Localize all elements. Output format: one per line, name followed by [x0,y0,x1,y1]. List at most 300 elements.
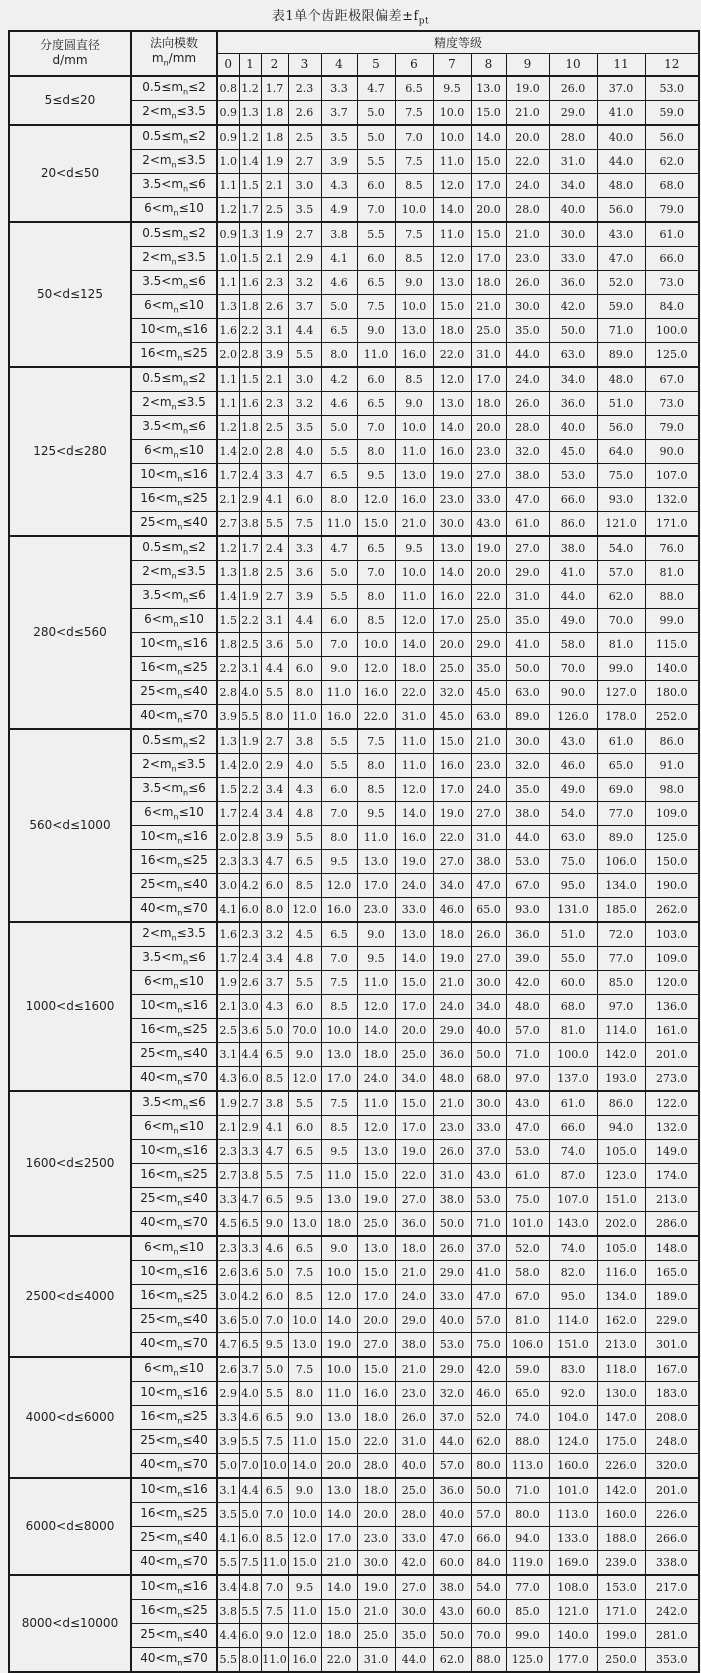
value-cell: 6.5 [321,463,357,487]
value-cell: 7.5 [288,1260,321,1284]
value-cell: 3.6 [239,1018,261,1042]
value-cell: 1.7 [239,197,261,222]
value-cell: 65.0 [506,1381,549,1405]
value-cell: 37.0 [597,76,645,101]
module-range-cell: $10<m_n\le 16$ [131,463,217,487]
value-cell: 20.0 [471,197,506,222]
value-cell: 10.0 [321,1357,357,1382]
value-cell: 5.0 [239,1502,261,1526]
value-cell: 84.0 [471,1550,506,1575]
value-cell: 1.6 [239,391,261,415]
value-cell: 4.4 [261,656,288,680]
value-cell: 1.8 [261,100,288,125]
grade-column-header: 5 [357,53,395,76]
module-range-cell: $3.5<m_n\le 6$ [131,1091,217,1116]
value-cell: 42.0 [549,294,597,318]
value-cell: 3.1 [217,1478,239,1503]
value-cell: 3.2 [261,922,288,947]
value-cell: 16.0 [321,704,357,729]
value-cell: 9.5 [321,1139,357,1163]
value-cell: 5.5 [239,1599,261,1623]
value-cell: 21.0 [357,1599,395,1623]
value-cell: 28.0 [357,1453,395,1478]
value-cell: 108.0 [549,1575,597,1600]
value-cell: 5.5 [321,439,357,463]
value-cell: 97.0 [597,994,645,1018]
value-cell: 71.0 [471,1211,506,1236]
value-cell: 6.5 [395,76,433,101]
value-cell: 13.0 [288,1211,321,1236]
value-cell: 273.0 [645,1066,699,1091]
value-cell: 43.0 [597,222,645,247]
value-cell: 6.5 [357,270,395,294]
value-cell: 36.0 [395,1211,433,1236]
module-range-cell: $6<m_n\le 10$ [131,970,217,994]
value-cell: 7.5 [288,1163,321,1187]
value-cell: 77.0 [506,1575,549,1600]
grade-column-header: 3 [288,53,321,76]
value-cell: 4.4 [239,1478,261,1503]
value-cell: 14.0 [395,946,433,970]
value-cell: 3.9 [217,704,239,729]
value-cell: 4.1 [261,487,288,511]
value-cell: 62.0 [597,584,645,608]
value-cell: 338.0 [645,1550,699,1575]
value-cell: 125.0 [506,1647,549,1672]
value-cell: 106.0 [506,1332,549,1357]
value-cell: 10.0 [288,1308,321,1332]
value-cell: 24.0 [395,873,433,897]
value-cell: 7.0 [261,1575,288,1600]
value-cell: 75.0 [471,1332,506,1357]
value-cell: 3.5 [288,197,321,222]
value-cell: 84.0 [645,294,699,318]
value-cell: 80.0 [471,1453,506,1478]
value-cell: 67.0 [506,873,549,897]
value-cell: 6.0 [357,367,395,392]
value-cell: 140.0 [645,656,699,680]
module-range-cell: $6<m_n\le 10$ [131,1357,217,1382]
value-cell: 18.0 [357,1042,395,1066]
value-cell: 1.9 [261,149,288,173]
value-cell: 22.0 [395,1163,433,1187]
value-cell: 1.9 [217,1091,239,1116]
value-cell: 82.0 [549,1260,597,1284]
value-cell: 13.0 [321,1405,357,1429]
value-cell: 5.5 [217,1550,239,1575]
value-cell: 23.0 [471,753,506,777]
value-cell: 1.1 [217,391,239,415]
grade-column-header: 11 [597,53,645,76]
value-cell: 73.0 [645,270,699,294]
value-cell: 125.0 [645,342,699,367]
diameter-header-line2: d/mm [52,53,88,68]
value-cell: 171.0 [645,511,699,536]
value-cell: 2.7 [239,1091,261,1116]
value-cell: 21.0 [506,100,549,125]
value-cell: 143.0 [549,1211,597,1236]
value-cell: 4.6 [321,391,357,415]
value-cell: 11.0 [261,1550,288,1575]
value-cell: 2.7 [261,729,288,754]
value-cell: 14.0 [471,125,506,150]
grade-column-header: 6 [395,53,433,76]
value-cell: 4.5 [217,1211,239,1236]
value-cell: 7.5 [321,970,357,994]
module-header-line2: $m_n/mm$ [151,50,197,68]
value-cell: 58.0 [506,1260,549,1284]
module-range-cell: $25<m_n\le 40$ [131,1042,217,1066]
table-row [9,1478,699,1503]
value-cell: 86.0 [549,511,597,536]
value-cell: 13.0 [321,1478,357,1503]
diameter-range-cell: 280<d≤560 [9,536,131,729]
value-cell: 6.0 [239,1066,261,1091]
module-range-cell: $10<m_n\le 16$ [131,825,217,849]
module-range-cell: $2<m_n\le 3.5$ [131,391,217,415]
value-cell: 2.2 [217,656,239,680]
value-cell: 32.0 [433,680,471,704]
value-cell: 10.0 [433,125,471,150]
diameter-range-cell: 6000<d≤8000 [9,1478,131,1575]
value-cell: 33.0 [433,1284,471,1308]
value-cell: 21.0 [395,511,433,536]
value-cell: 22.0 [433,825,471,849]
value-cell: 40.0 [433,1308,471,1332]
value-cell: 44.0 [506,825,549,849]
module-range-cell: $16<m_n\le 25$ [131,1599,217,1623]
value-cell: 11.0 [433,222,471,247]
value-cell: 6.0 [288,487,321,511]
value-cell: 11.0 [321,511,357,536]
title-text: 表1单个齿距极限偏差±f [271,9,419,24]
value-cell: 68.0 [549,994,597,1018]
pitch-deviation-table [8,30,700,1673]
value-cell: 2.7 [217,511,239,536]
value-cell: 5.5 [321,729,357,754]
value-cell: 12.0 [288,897,321,922]
value-cell: 9.5 [395,536,433,561]
value-cell: 26.0 [506,391,549,415]
value-cell: 2.4 [239,946,261,970]
value-cell: 53.0 [645,76,699,101]
value-cell: 47.0 [471,873,506,897]
module-range-cell: $25<m_n\le 40$ [131,511,217,536]
value-cell: 136.0 [645,994,699,1018]
value-cell: 213.0 [645,1187,699,1211]
value-cell: 5.0 [217,1453,239,1478]
value-cell: 4.0 [288,753,321,777]
value-cell: 6.5 [357,536,395,561]
value-cell: 8.0 [357,753,395,777]
value-cell: 3.6 [261,632,288,656]
value-cell: 88.0 [471,1647,506,1672]
value-cell: 33.0 [471,1115,506,1139]
value-cell: 7.5 [395,100,433,125]
value-cell: 11.0 [433,149,471,173]
value-cell: 30.0 [549,222,597,247]
value-cell: 20.0 [357,1502,395,1526]
value-cell: 16.0 [395,342,433,367]
value-cell: 26.0 [471,922,506,947]
value-cell: 4.4 [217,1623,239,1647]
value-cell: 59.0 [506,1357,549,1382]
value-cell: 217.0 [645,1575,699,1600]
value-cell: 149.0 [645,1139,699,1163]
value-cell: 4.7 [239,1187,261,1211]
value-cell: 3.8 [261,1091,288,1116]
value-cell: 31.0 [471,825,506,849]
value-cell: 19.0 [433,801,471,825]
value-cell: 24.0 [357,1066,395,1091]
value-cell: 101.0 [549,1478,597,1503]
value-cell: 3.6 [217,1308,239,1332]
value-cell: 8.5 [288,1284,321,1308]
value-cell: 32.0 [506,439,549,463]
value-cell: 7.5 [357,294,395,318]
value-cell: 9.5 [321,849,357,873]
value-cell: 63.0 [549,342,597,367]
value-cell: 22.0 [321,1647,357,1672]
value-cell: 252.0 [645,704,699,729]
value-cell: 65.0 [597,753,645,777]
value-cell: 49.0 [549,608,597,632]
value-cell: 47.0 [506,1115,549,1139]
value-cell: 1.1 [217,173,239,197]
value-cell: 3.9 [261,825,288,849]
value-cell: 32.0 [506,753,549,777]
value-cell: 7.5 [357,729,395,754]
value-cell: 140.0 [549,1623,597,1647]
value-cell: 24.0 [433,994,471,1018]
value-cell: 4.1 [217,897,239,922]
module-range-cell: $16<m_n\le 25$ [131,1405,217,1429]
value-cell: 8.5 [395,173,433,197]
value-cell: 2.1 [217,1115,239,1139]
value-cell: 4.7 [261,1139,288,1163]
value-cell: 86.0 [597,1091,645,1116]
value-cell: 1.9 [261,222,288,247]
value-cell: 25.0 [395,1478,433,1503]
value-cell: 38.0 [433,1187,471,1211]
module-range-cell: $0.5\le m_n\le 2$ [131,76,217,101]
value-cell: 9.0 [288,1042,321,1066]
value-cell: 36.0 [549,270,597,294]
value-cell: 9.0 [395,391,433,415]
value-cell: 39.0 [506,946,549,970]
value-cell: 15.0 [357,1357,395,1382]
diameter-range-cell: 5≤d≤20 [9,76,131,125]
value-cell: 6.0 [288,656,321,680]
module-range-cell: $6<m_n\le 10$ [131,1236,217,1261]
value-cell: 60.0 [549,970,597,994]
value-cell: 160.0 [597,1502,645,1526]
value-cell: 17.0 [321,1526,357,1550]
value-cell: 51.0 [597,391,645,415]
value-cell: 137.0 [549,1066,597,1091]
value-cell: 3.8 [239,511,261,536]
value-cell: 6.5 [357,391,395,415]
value-cell: 2.5 [261,560,288,584]
value-cell: 17.0 [395,1115,433,1139]
value-cell: 8.0 [357,439,395,463]
value-cell: 23.0 [357,897,395,922]
value-cell: 16.0 [433,439,471,463]
table-row [9,1575,699,1600]
value-cell: 201.0 [645,1042,699,1066]
value-cell: 31.0 [506,584,549,608]
table-row [9,1091,699,1116]
value-cell: 3.1 [217,1042,239,1066]
value-cell: 10.0 [321,1260,357,1284]
value-cell: 2.9 [239,1115,261,1139]
value-cell: 281.0 [645,1623,699,1647]
value-cell: 1.6 [239,270,261,294]
value-cell: 248.0 [645,1429,699,1453]
value-cell: 6.0 [288,994,321,1018]
value-cell: 3.1 [239,656,261,680]
value-cell: 3.7 [321,100,357,125]
value-cell: 3.4 [217,1575,239,1600]
value-cell: 2.2 [239,777,261,801]
value-cell: 14.0 [357,1018,395,1042]
value-cell: 107.0 [645,463,699,487]
value-cell: 122.0 [645,1091,699,1116]
value-cell: 46.0 [549,753,597,777]
value-cell: 57.0 [471,1502,506,1526]
value-cell: 42.0 [506,970,549,994]
table-row [9,367,699,392]
grade-column-header: 9 [506,53,549,76]
value-cell: 9.5 [433,76,471,101]
value-cell: 54.0 [549,801,597,825]
value-cell: 1.3 [217,729,239,754]
value-cell: 3.9 [321,149,357,173]
value-cell: 37.0 [471,1236,506,1261]
module-range-cell: $0.5\le m_n\le 2$ [131,729,217,754]
value-cell: 6.5 [288,1139,321,1163]
module-range-cell: $2<m_n\le 3.5$ [131,753,217,777]
value-cell: 40.0 [549,415,597,439]
value-cell: 29.0 [549,100,597,125]
value-cell: 11.0 [357,1091,395,1116]
value-cell: 1.5 [239,367,261,392]
value-cell: 120.0 [645,970,699,994]
value-cell: 2.3 [217,1236,239,1261]
value-cell: 3.3 [288,536,321,561]
value-cell: 1.5 [239,173,261,197]
value-cell: 132.0 [645,487,699,511]
value-cell: 3.3 [321,76,357,101]
module-range-cell: $6<m_n\le 10$ [131,294,217,318]
value-cell: 13.0 [321,1042,357,1066]
module-range-cell: $6<m_n\le 10$ [131,801,217,825]
value-cell: 151.0 [597,1187,645,1211]
value-cell: 8.0 [239,1647,261,1672]
value-cell: 44.0 [433,1429,471,1453]
value-cell: 10.0 [395,294,433,318]
value-cell: 19.0 [395,849,433,873]
value-cell: 30.0 [471,1091,506,1116]
value-cell: 4.4 [288,318,321,342]
value-cell: 2.9 [217,1381,239,1405]
value-cell: 12.0 [357,487,395,511]
table-row [9,729,699,754]
value-cell: 14.0 [321,1308,357,1332]
value-cell: 12.0 [321,1284,357,1308]
value-cell: 2.7 [217,1163,239,1187]
value-cell: 178.0 [597,704,645,729]
value-cell: 142.0 [597,1042,645,1066]
value-cell: 5.5 [261,1163,288,1187]
value-cell: 7.0 [395,125,433,150]
value-cell: 22.0 [395,680,433,704]
grade-column-header: 8 [471,53,506,76]
value-cell: 49.0 [549,777,597,801]
value-cell: 17.0 [321,1066,357,1091]
value-cell: 142.0 [597,1478,645,1503]
value-cell: 1.4 [239,149,261,173]
module-range-cell: $0.5\le m_n\le 2$ [131,125,217,150]
value-cell: 5.5 [321,584,357,608]
value-cell: 2.1 [217,487,239,511]
value-cell: 30.0 [395,1599,433,1623]
value-cell: 3.4 [261,777,288,801]
value-cell: 3.9 [288,584,321,608]
value-cell: 133.0 [549,1526,597,1550]
value-cell: 2.0 [217,825,239,849]
value-cell: 29.0 [506,560,549,584]
value-cell: 189.0 [645,1284,699,1308]
value-cell: 80.0 [506,1502,549,1526]
value-cell: 6.0 [321,608,357,632]
value-cell: 4.0 [288,439,321,463]
value-cell: 12.0 [433,173,471,197]
value-cell: 1.2 [239,125,261,150]
module-range-cell: $25<m_n\le 40$ [131,1187,217,1211]
value-cell: 7.5 [395,149,433,173]
value-cell: 33.0 [395,897,433,922]
value-cell: 32.0 [433,1381,471,1405]
diameter-header-line1: 分度圆直径 [39,38,100,53]
value-cell: 48.0 [597,367,645,392]
value-cell: 9.0 [321,656,357,680]
value-cell: 21.0 [395,1357,433,1382]
module-range-cell: $10<m_n\le 16$ [131,1575,217,1600]
value-cell: 2.6 [217,1357,239,1382]
module-range-cell: $0.5\le m_n\le 2$ [131,536,217,561]
value-cell: 33.0 [395,1526,433,1550]
value-cell: 23.0 [506,246,549,270]
value-cell: 8.5 [357,608,395,632]
module-range-cell: $40<m_n\le 70$ [131,1211,217,1236]
value-cell: 7.0 [239,1453,261,1478]
value-cell: 185.0 [597,897,645,922]
value-cell: 57.0 [471,1308,506,1332]
value-cell: 105.0 [597,1139,645,1163]
value-cell: 1.6 [217,922,239,947]
module-range-cell: $16<m_n\le 25$ [131,1284,217,1308]
value-cell: 6.0 [239,1526,261,1550]
value-cell: 1.3 [217,560,239,584]
value-cell: 0.9 [217,100,239,125]
value-cell: 3.3 [239,1139,261,1163]
value-cell: 19.0 [433,463,471,487]
value-cell: 64.0 [597,439,645,463]
value-cell: 81.0 [549,1018,597,1042]
value-cell: 62.0 [433,1647,471,1672]
value-cell: 29.0 [471,632,506,656]
